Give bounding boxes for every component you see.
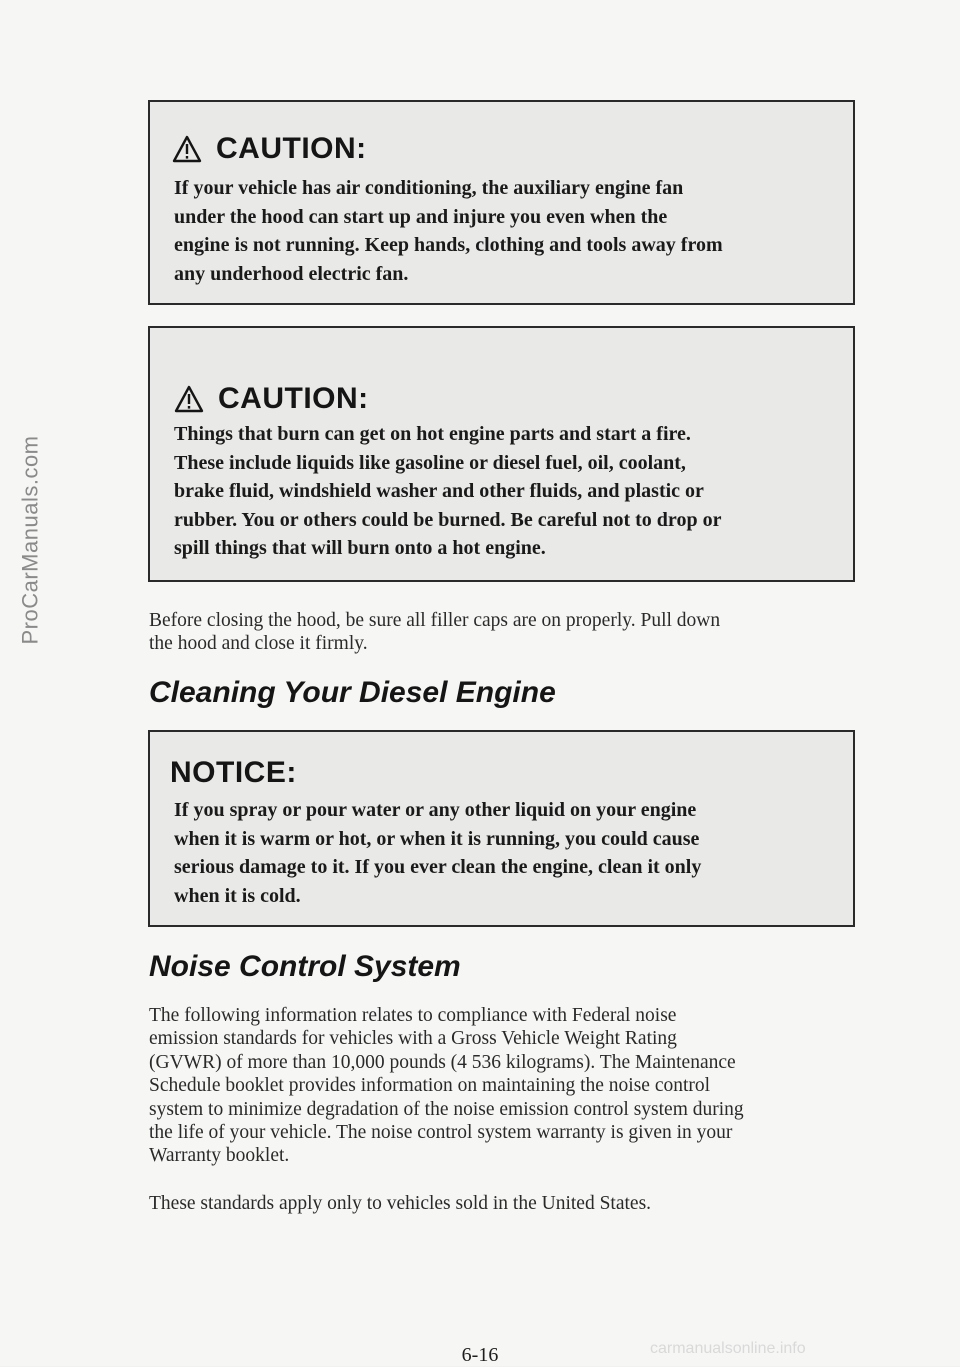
warning-triangle-icon: [172, 135, 202, 163]
caution-box-fire: [148, 326, 855, 582]
caution-box-fan: [148, 100, 855, 305]
hood-closing-paragraph: Before closing the hood, be sure all filler caps are on properly. Pull down the hood and close it firmly.: [149, 610, 721, 655]
caution-text: If your vehicle has air conditioning, the auxiliary engine fan under the hood can start up and injure you even when the engine is not running. Keep hands, clothing and tools away from any underhood electric fan.: [174, 177, 723, 285]
section-heading-noise: Noise Control System: [149, 950, 461, 983]
footer-watermark: carmanualsonline.info: [650, 1340, 806, 1357]
caution-title: CAUTION:: [174, 382, 369, 416]
caution-title: CAUTION:: [172, 132, 367, 166]
standards-paragraph: These standards apply only to vehicles sold in the United States.: [149, 1193, 652, 1214]
notice-box: [148, 730, 855, 927]
notice-text: If you spray or pour water or any other liquid on your engine when it is warm or hot, or when it is running, you could cause serious damage to it. If you ever clean the engine, clean it only when it is cold.: [174, 799, 702, 907]
section-heading-cleaning: Cleaning Your Diesel Engine: [149, 676, 556, 709]
noise-paragraph: The following information relates to compliance with Federal noise emission standards for vehicles with a Gross Vehicle Weight Rating (GVWR) of more than 10,000 pounds (4 536 kilograms). The Maintenance Schedule booklet provides information on maintaining the noise control system to minimize degradation of the noise emission control system during the life of your vehicle. The noise control system warranty is given in your Warranty booklet.: [149, 1005, 744, 1167]
caution-text: Things that burn can get on hot engine parts and start a fire. These include liquids like gasoline or diesel fuel, oil, coolant, brake fluid, windshield washer and other fluids, and plastic or rubber. You or others could be burned. Be careful not to drop or spill things that will burn onto a hot engine.: [174, 423, 722, 559]
side-watermark: ProCarManuals.com: [17, 435, 43, 645]
page-number: 6-16: [461, 1344, 499, 1366]
notice-title: NOTICE:: [170, 756, 297, 789]
warning-triangle-icon: [174, 385, 204, 413]
